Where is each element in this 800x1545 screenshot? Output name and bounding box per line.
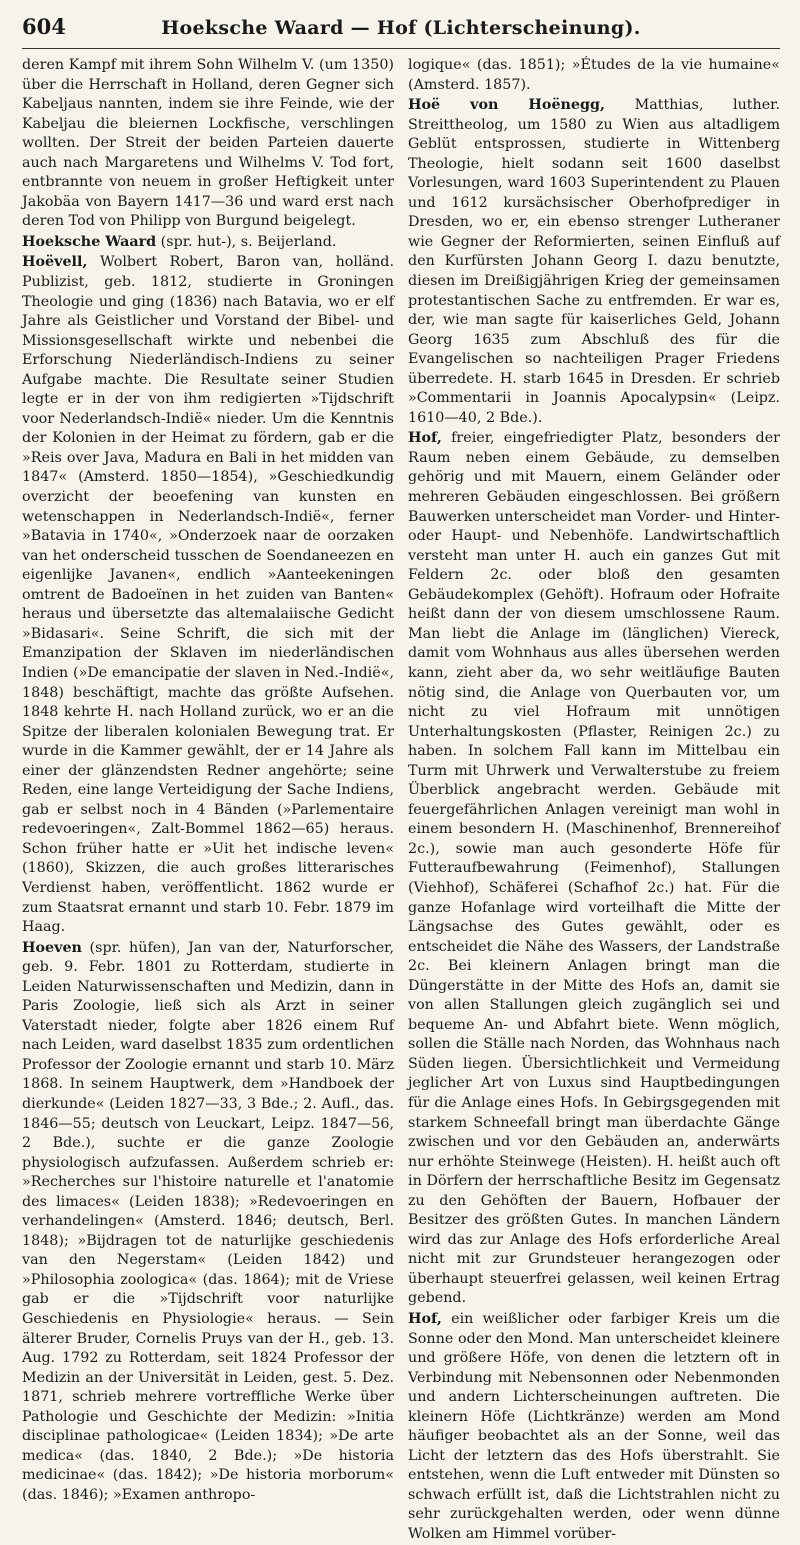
right-column bbox=[408, 55, 780, 1543]
entry-text: Matthias, luther. Streittheolog, um 1580 zu Wien aus altadligem Geblüt entsprossen, studierte in Wittenberg Theologie, hielt sodann seit 1600 daselbst Vorlesungen, ward 1603 Superintendent zu Plauen und 1612 kursächsischer Oberhofprediger in Dresden, wo er, ein ebenso strenger Lutheraner wie Gegner der Reformierten, seinen Einfluß auf den Kurfürsten Johann Georg I. dazu benutzte, diesen im Dreißigjährigen Krieg der gemeinsamen protestantischen Sache zu entfremden. Er war es, der, wie man sagte für kaiserliches Geld, Johann Georg 1635 zum Abschluß des für die Evangelischen so nachteiligen Prager Friedens überredete. H. starb 1645 in Dresden. Er schrieb »Commentarii in Joannis Apocalypsin« (Leipz. 1610—40, 2 Bde.). bbox=[408, 97, 780, 426]
entry-hof-courtyard bbox=[408, 429, 780, 1309]
entry-text: logique« (das. 1851); »Études de la vie humaine« (Amsterd. 1857). bbox=[408, 57, 780, 93]
entry-text: deren Kampf mit ihrem Sohn Wilhelm V. (um 1350) über die Herrschaft in Holland, deren Gegner sich Kabeljaus nannten, indem sie ihre Feinde, wie der Kabeljau die bleiernen Lockfische, verschlingen wollten. Der Streit der beiden Parteien dauerte auch nach Margaretens und Wilhelms V. Tod fort, entbrannte von neuem in großer Heftigkeit unter Jakobäa von Bayern 1417—36 und ward erst nach deren Tod von Philipp von Burgund beigelegt. bbox=[22, 57, 394, 230]
entry-hoeven bbox=[22, 939, 394, 1506]
entry-text: (spr. hüfen), Jan van der, Naturforscher, geb. 9. Febr. 1801 zu Rotterdam, studierte in Leiden Naturwissenschaften und Medizin, dann in Paris Zoologie, ließ sich als Arzt in seiner Vaterstadt nieder, folgte aber 1826 einem Ruf nach Leiden, ward daselbst 1835 zum ordentlichen Professor der Zoologie ernannt und starb 10. März 1868. In seinem Hauptwerk, dem »Handboek der dierkunde« (Leiden 1827—33, 3 Bde.; 2. Aufl., das. 1846—55; deutsch von Leuckart, Leipz. 1847—56, 2 Bde.), suchte er die ganze Zoologie physiologisch aufzufassen. Außerdem schrieb er: »Recherches sur l'histoire naturelle et l'anatomie des limaces« (Leiden 1838); »Redevoeringen en verhandelingen« (Amsterd. 1846; deutsch, Berl. 1848); »Bijdragen tot de naturlijke geschiedenis van den Negerstam« (Leiden 1842) und »Philosophia zoologica« (das. 1864); mit de Vriese gab er die »Tijdschrift voor naturlijke Geschiedenis en Physiologie« heraus. — Sein älterer Bruder, Cornelis Pruys van der H., geb. 13. Aug. 1792 zu Rotterdam, seit 1824 Professor der Medizin an der Universität in Leiden, gest. 5. Dez. 1871, schrieb mehrere vortreffliche Werke über Pathologie und Geschichte der Medizin: »Initia disciplinae pathologicae« (Leiden 1834); »De arte medica« (das. 1840, 2 Bde.); »De historia medicinae« (das. 1842); »De historia morborum« (das. 1846); »Examen anthropo- bbox=[22, 939, 394, 1503]
page-header bbox=[22, 14, 780, 49]
entry-text: freier, eingefriedigter Platz, besonders der Raum neben einem Gebäude, zu demselben gehörig und mit Mauern, einem Geländer oder mehreren Gebäuden eingeschlossen. Bei größern Bauwerken unterscheidet man Vorder- und Hinter- oder Haupt- und Nebenhöfe. Landwirtschaftlich versteht man unter H. auch ein ganzes Gut mit Feldern 2c. oder bloß den gesamten Gebäudekomplex (Gehöft). Hofraum oder Hofraite heißt dann der von diesem umschlossene Raum. Man liebt die Anlage im (länglichen) Viereck, damit vom Wohnhaus aus alles übersehen werden kann, zieht aber da, wo sehr weitläufige Bauten nötig sind, die Anlage von Querbauten vor, um nicht zu viel Hofraum mit unnötigen Unterhaltungskosten (Pflaster, Reinigen 2c.) zu haben. In solchem Fall kann im Mittelbau ein Turm mit Uhrwerk und Verwalterstube zu freiem Überblick angebracht werden. Gebäude mit feuergefährlichen Anlagen vereinigt man wohl in einem besondern H. (Maschinenhof, Brennereihof 2c.), sowie man auch gesonderte Höfe für Futteraufbewahrung (Feimenhof), Stallungen (Viehhof), Schäferei (Schafhof 2c.) hat. Für die ganze Hofanlage wird vorteilhaft die Mitte der Längsachse des Gutes gewählt, oder es entscheidet die Nähe des Wassers, der Landstraße 2c. Bei kleinern Anlagen bringt man die Düngerstätte in der Mitte des Hofs an, damit sie von allen Stallungen gleich zugänglich sei und bequeme An- und Abfahrt biete. Wenn möglich, sollen die Ställe nach Norden, das Wohnhaus nach Süden liegen. Übersichtlichkeit und Vermeidung jeglicher Art von Luxus sind Hauptbedingungen für die Anlage eines Hofs. In Gebirgsgegenden mit starkem Schneefall bringt man überdachte Gänge zwischen und vor den Gebäuden an, anderwärts nur erhöhte Steinwege (Heisten). H. heißt auch oft in Dörfern der herrschaftliche Besitz im Gegensatz zu den Gehöften der Bauern, Hofbauer der Besitzer des größten Gutes. In manchen Ländern wird das zur Anlage des Hofs erforderliche Areal nicht mit zur Grundsteuer herangezogen oder überhaupt steuerfrei gelassen, weil keinen Ertrag gebend. bbox=[408, 430, 780, 1307]
left-column bbox=[22, 55, 394, 1503]
entry-hoevell bbox=[22, 253, 394, 937]
entry-headword: Hoë von Hoënegg, bbox=[408, 97, 605, 114]
entry-headword: Hof, bbox=[408, 430, 442, 447]
entry-hof-halo bbox=[408, 1310, 780, 1545]
entry-continuation bbox=[408, 56, 780, 95]
entry-headword: Hoëvell, bbox=[22, 254, 88, 271]
page-number: 604 bbox=[22, 14, 66, 39]
entry-headword: Hoeksche Waard bbox=[22, 233, 157, 250]
running-head: Hoeksche Waard — Hof (Lichterscheinung). bbox=[161, 17, 641, 39]
entry-continuation bbox=[22, 56, 394, 232]
entry-text: Wolbert Robert, Baron van, holländ. Publizist, geb. 1812, studierte in Groningen Theologie und ging (1836) nach Batavia, wo er elf Jahre als Geistlicher und Vorstand der Bibel- und Missionsgesellschaft wirkte und nebenbei die Erforschung Niederländisch-Indiens zu seiner Aufgabe machte. Die Resultate seiner Studien legte er in der von ihm redigierten »Tijdschrift voor Nederlandsch-Indië« nieder. Um die Kenntnis der Kolonien in der Heimat zu fördern, gab er die »Reis over Java, Madura en Bali in het midden van 1847« (Amsterd. 1850—1854), »Geschiedkundig overzicht der beoefening van kunsten en wetenschappen in Nederlandsch-Indië«, ferner »Batavia in 1740«, »Onderzoek naar de oorzaken van het onderscheid tusschen de Soendaneezen en eigenlijke Javanen«, endlich »Aanteekeningen omtrent de Badoeïnen in het zuiden van Banten« heraus und übersetzte das altemalaiische Gedicht »Bidasari«. Seine Schrift, die sich mit der Emanzipation der Sklaven im niederländischen Indien (»De emancipatie der slaven in Ned.-Indië«, 1848) beschäftigt, machte das größte Aufsehen. 1848 kehrte H. nach Holland zurück, wo er an die Spitze der liberalen kolonialen Bewegung trat. Er wurde in die Kammer gewählt, der er 14 Jahre als einer der glänzendsten Redner angehörte; seine Reden, eine lange Verteidigung der Sache Indiens, gab er selbst noch in 4 Bänden (»Parlementaire redevoeringen«, Zalt-Bommel 1862—65) heraus. Schon früher hatte er »Uit het indische leven« (1860), Skizzen, die auch großes litterarisches Verdienst haben, veröffentlicht. 1862 wurde er zum Staatsrat ernannt und starb 10. Febr. 1879 im Haag. bbox=[22, 254, 394, 936]
text-columns bbox=[22, 55, 780, 1543]
entry-hoeksche-waard bbox=[22, 233, 394, 253]
entry-hoe-von-hoenegg bbox=[408, 96, 780, 428]
entry-headword: Hof, bbox=[408, 1311, 442, 1327]
entry-text: (spr. hut-), s. Beijerland. bbox=[156, 233, 337, 250]
entry-text: ein weißlicher oder farbiger Kreis um die Sonne oder den Mond. Man unterscheidet kleinere und größere Höfe, von denen die letztern oft in Verbindung mit Nebensonnen oder Nebenmonden und andern Lichterscheinungen auftreten. Die kleinern Höfe (Lichtkränze) werden am Mond häufiger beobachtet als an der Sonne, weil das Licht der letztern das des Hofs überstrahlt. Sie entstehen, wenn die Luft entweder mit Dünsten so schwach erfüllt ist, daß die Lichtstrahlen nicht zu sehr zurückgehalten werden, oder wenn dünne Wolken am Himmel vorüber- bbox=[408, 1311, 780, 1543]
entry-headword: Hoeven bbox=[22, 939, 82, 956]
